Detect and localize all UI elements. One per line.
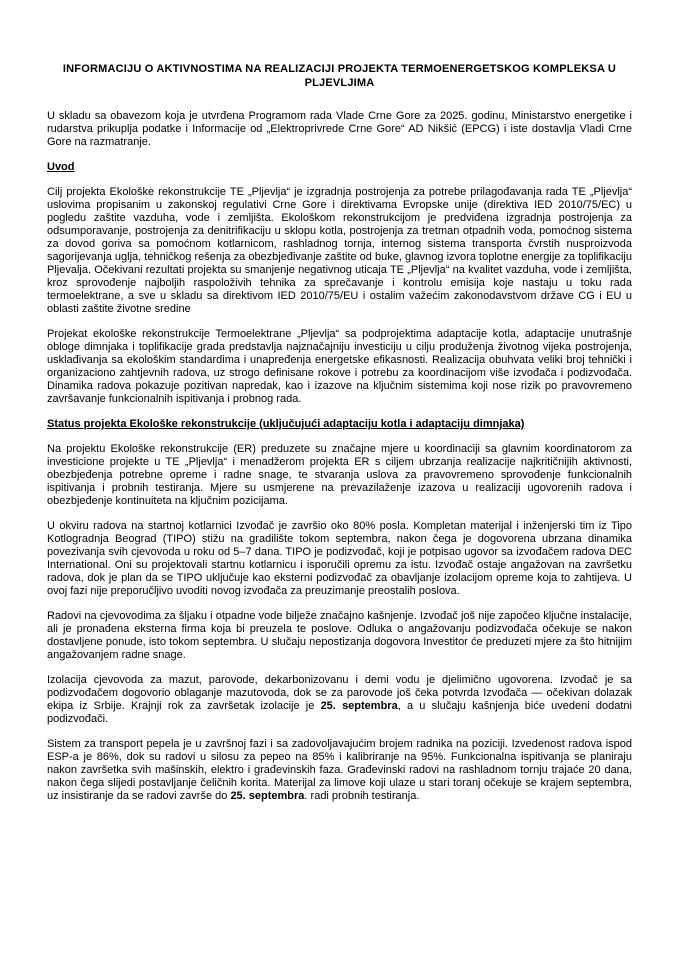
- paragraph: [47, 110, 632, 149]
- paragraph: [47, 520, 632, 598]
- paragraph-text: Na projektu Ekološke rekonstrukcije (ER) preduzete su značajne mjere u koordinaciji sa glavnim koordinatorom za investicione projekte u TE „Pljevlja“ i menadžerom projekta ER s ciljem ubrzanja realizacije najkritičnijih aktivnosti, obezbjeđenja potrebne opreme i radne snage, te stvaranja uslova za pravovremeno sprovođenje funkcionalnih ispitivanja i probnih testiranja. Mjere su usmjerene na prevazilaženje izazova u realizaciji ugovorenih radova i obezbjeđenje kontinuiteta na ključnim pozicijama.: [47, 443, 632, 507]
- section-heading-label: Status projekta Ekološke rekonstrukcije (uključujući adaptaciju kotla i adaptaciju dimnjaka): [47, 418, 525, 430]
- paragraph-text: . radi probnih testiranja.: [304, 790, 420, 802]
- document-body: [47, 110, 632, 803]
- document-title: INFORMACIJU O AKTIVNOSTIMA NA REALIZACIJI PROJEKTA TERMOENERGETSKOG KOMPLEKSA U PLJEVLJIMA: [62, 63, 617, 89]
- section-heading: [47, 161, 632, 174]
- paragraph: [47, 443, 632, 508]
- paragraph-text: U skladu sa obavezom koja je utvrđena Programom rada Vlade Crne Gore za 2025. godinu, Ministarstvo energetike i rudarstva prikuplja podatke i Informacije od „Elektroprivrede Crne Gore“ AD Nikšić (EPCG) i iste dostavlja Vladi Crne Gore na razmatranje.: [47, 110, 632, 148]
- section-heading-label: Uvod: [47, 161, 75, 173]
- paragraph-text: , a u slučaju kašnjenja biće uvedeni dodatni podizvođači.: [47, 700, 632, 725]
- paragraph-text: Radovi na cjevovodima za šljaku i otpadne vode bilježe značajno kašnjenje. Izvođač još nije započeo ključne instalacije, ali je pronađena eksterna firma koja bi preuzela te poslove. Odluka o angažovanju podizvođača očekuje se nakon dostavljene ponude, isto tokom septembra. U slučaju nepostizanja dogovora Investitor će preduzeti mjere za što hitnijim angažovanjem radne snage.: [47, 610, 632, 661]
- paragraph-text-bold: 25. septembra: [320, 700, 398, 712]
- paragraph-text: Projekat ekološke rekonstrukcije Termoelektrane „Pljevlja“ sa podprojektima adaptacije kotla, adaptacije unutrašnje obloge dimnjaka i toplifikacije grada predstavlja najznačajniju investiciju u cilju produženja životnog vijeka postrojenja, usklađivanja sa ekološkim standardima i unapređenja energetske efikasnosti. Realizacija obuhvata veliki broj tehnički i organizaciono zahtjevnih radova, uz strogo definisane rokove i potrebu za koordinacijom više izvođača i podizvođača. Dinamika radova pokazuje pozitivan napredak, kao i izazove na ključnim sistemima koji nose rizik po pravovremeno završavanje funkcionalnih ispitivanja i probnog rada.: [47, 328, 632, 405]
- paragraph-text: Sistem za transport pepela je u završnoj fazi i sa zadovoljavajućim brojem radnika na poziciji. Izvedenost radova ispod ESP-a je 86%, dok su radovi u silosu za pepeo na 85% i kalibriranje na 95%. Funkcionalna ispitivanja se planiraju nakon završetka svih mašinskih, elektro i građevinskih faza. Građevinski radovi na rashladnom tornju trajaće 20 dana, nakon čega slijedi postavljanje čeličnih korita. Materijal za limove koji ulaze u stari toranj očekuje se krajem septembra, uz insistiranje da se radovi završe do: [47, 738, 632, 802]
- paragraph: [47, 674, 632, 726]
- paragraph: [47, 610, 632, 662]
- paragraph-text-bold: 25. septembra: [230, 790, 305, 802]
- paragraph-text: Izolacija cjevovoda za mazut, parovode, dekarbonizovanu i demi vodu je djelimično ugovorena. Izvođač je sa podizvođačem dogovorio oblaganje mazutovoda, dok se za parovode još čeka potvrda Izvođača — očekivan dolazak ekipa iz Srbije. Krajnji rok za završetak izolacije je: [47, 674, 632, 712]
- section-heading: [47, 418, 632, 431]
- paragraph: [47, 186, 632, 316]
- paragraph: [47, 738, 632, 803]
- paragraph-text: U okviru radova na startnoj kotlarnici Izvođač je završio oko 80% posla. Kompletan materijal i inženjerski tim iz Tipo Kotlogradnja Beograd (TIPO) stižu na gradilište tokom septembra, nakon čega je dogovorena ubrzana dinamika povezivanja svih cjevovoda u roku od 5–7 dana. TIPO je podizvođač, koji je potpisao ugovor sa izvođačem radova DEC International. Oni su projektovali startnu kotlarnicu i isporučili opremu za istu. Izvođač ostaje angažovan na završetku radova, dok je plan da se TIPO uključuje kao eksterni podizvođač za obavljanje izolacijom opreme koja to zahtijeva. U ovoj fazi nije preporučljivo uvoditi novog izvođača za preuzimanje preostalih poslova.: [47, 520, 632, 597]
- paragraph: [47, 328, 632, 406]
- paragraph-text: Cilj projekta Ekološke rekonstrukcije TE „Pljevlja“ je izgradnja postrojenja za potrebe prilagođavanja rada TE „Pljevlja“ uslovima propisanim u zakonskoj regulativi Crne Gore i direktivama Evropske unije (direktiva IED 2010/75/EC) u pogledu zaštite vazduha, vode i zemljišta. Ekološkom rekonstrukcijom je predviđena izgradnja postrojenja za odsumporavanje, postrojenja za denitrifikaciju u sklopu kotla, postrojenja za tretman otpadnih voda, pomoćnog sistema za dovod goriva sa pomoćnom kotlarnicom, rashladnog tornja, internog sistema transporta čvrstih nusproizvoda sagorijevanja uglja, tehničkog rešenja za obezbjeđivanje zaštite od buke, glavnog izvora toplotne energije za toplifikaciju Pljevalja. Očekivani rezultati projekta su smanjenje negativnog uticaja TE „Pljevlja“ na kvalitet vazduha, vode i zemljišta, kroz sprovođenje najboljih raspoloživih tehnika za sprečavanje i kontrolu emisija koje nastaju u toku rada termoelektrane, a sve u skladu sa direktivom IED 2010/75/EU i ostalim važećim zakonodavstvom države CG i EU u oblasti zaštite životne sredine: [47, 186, 632, 315]
